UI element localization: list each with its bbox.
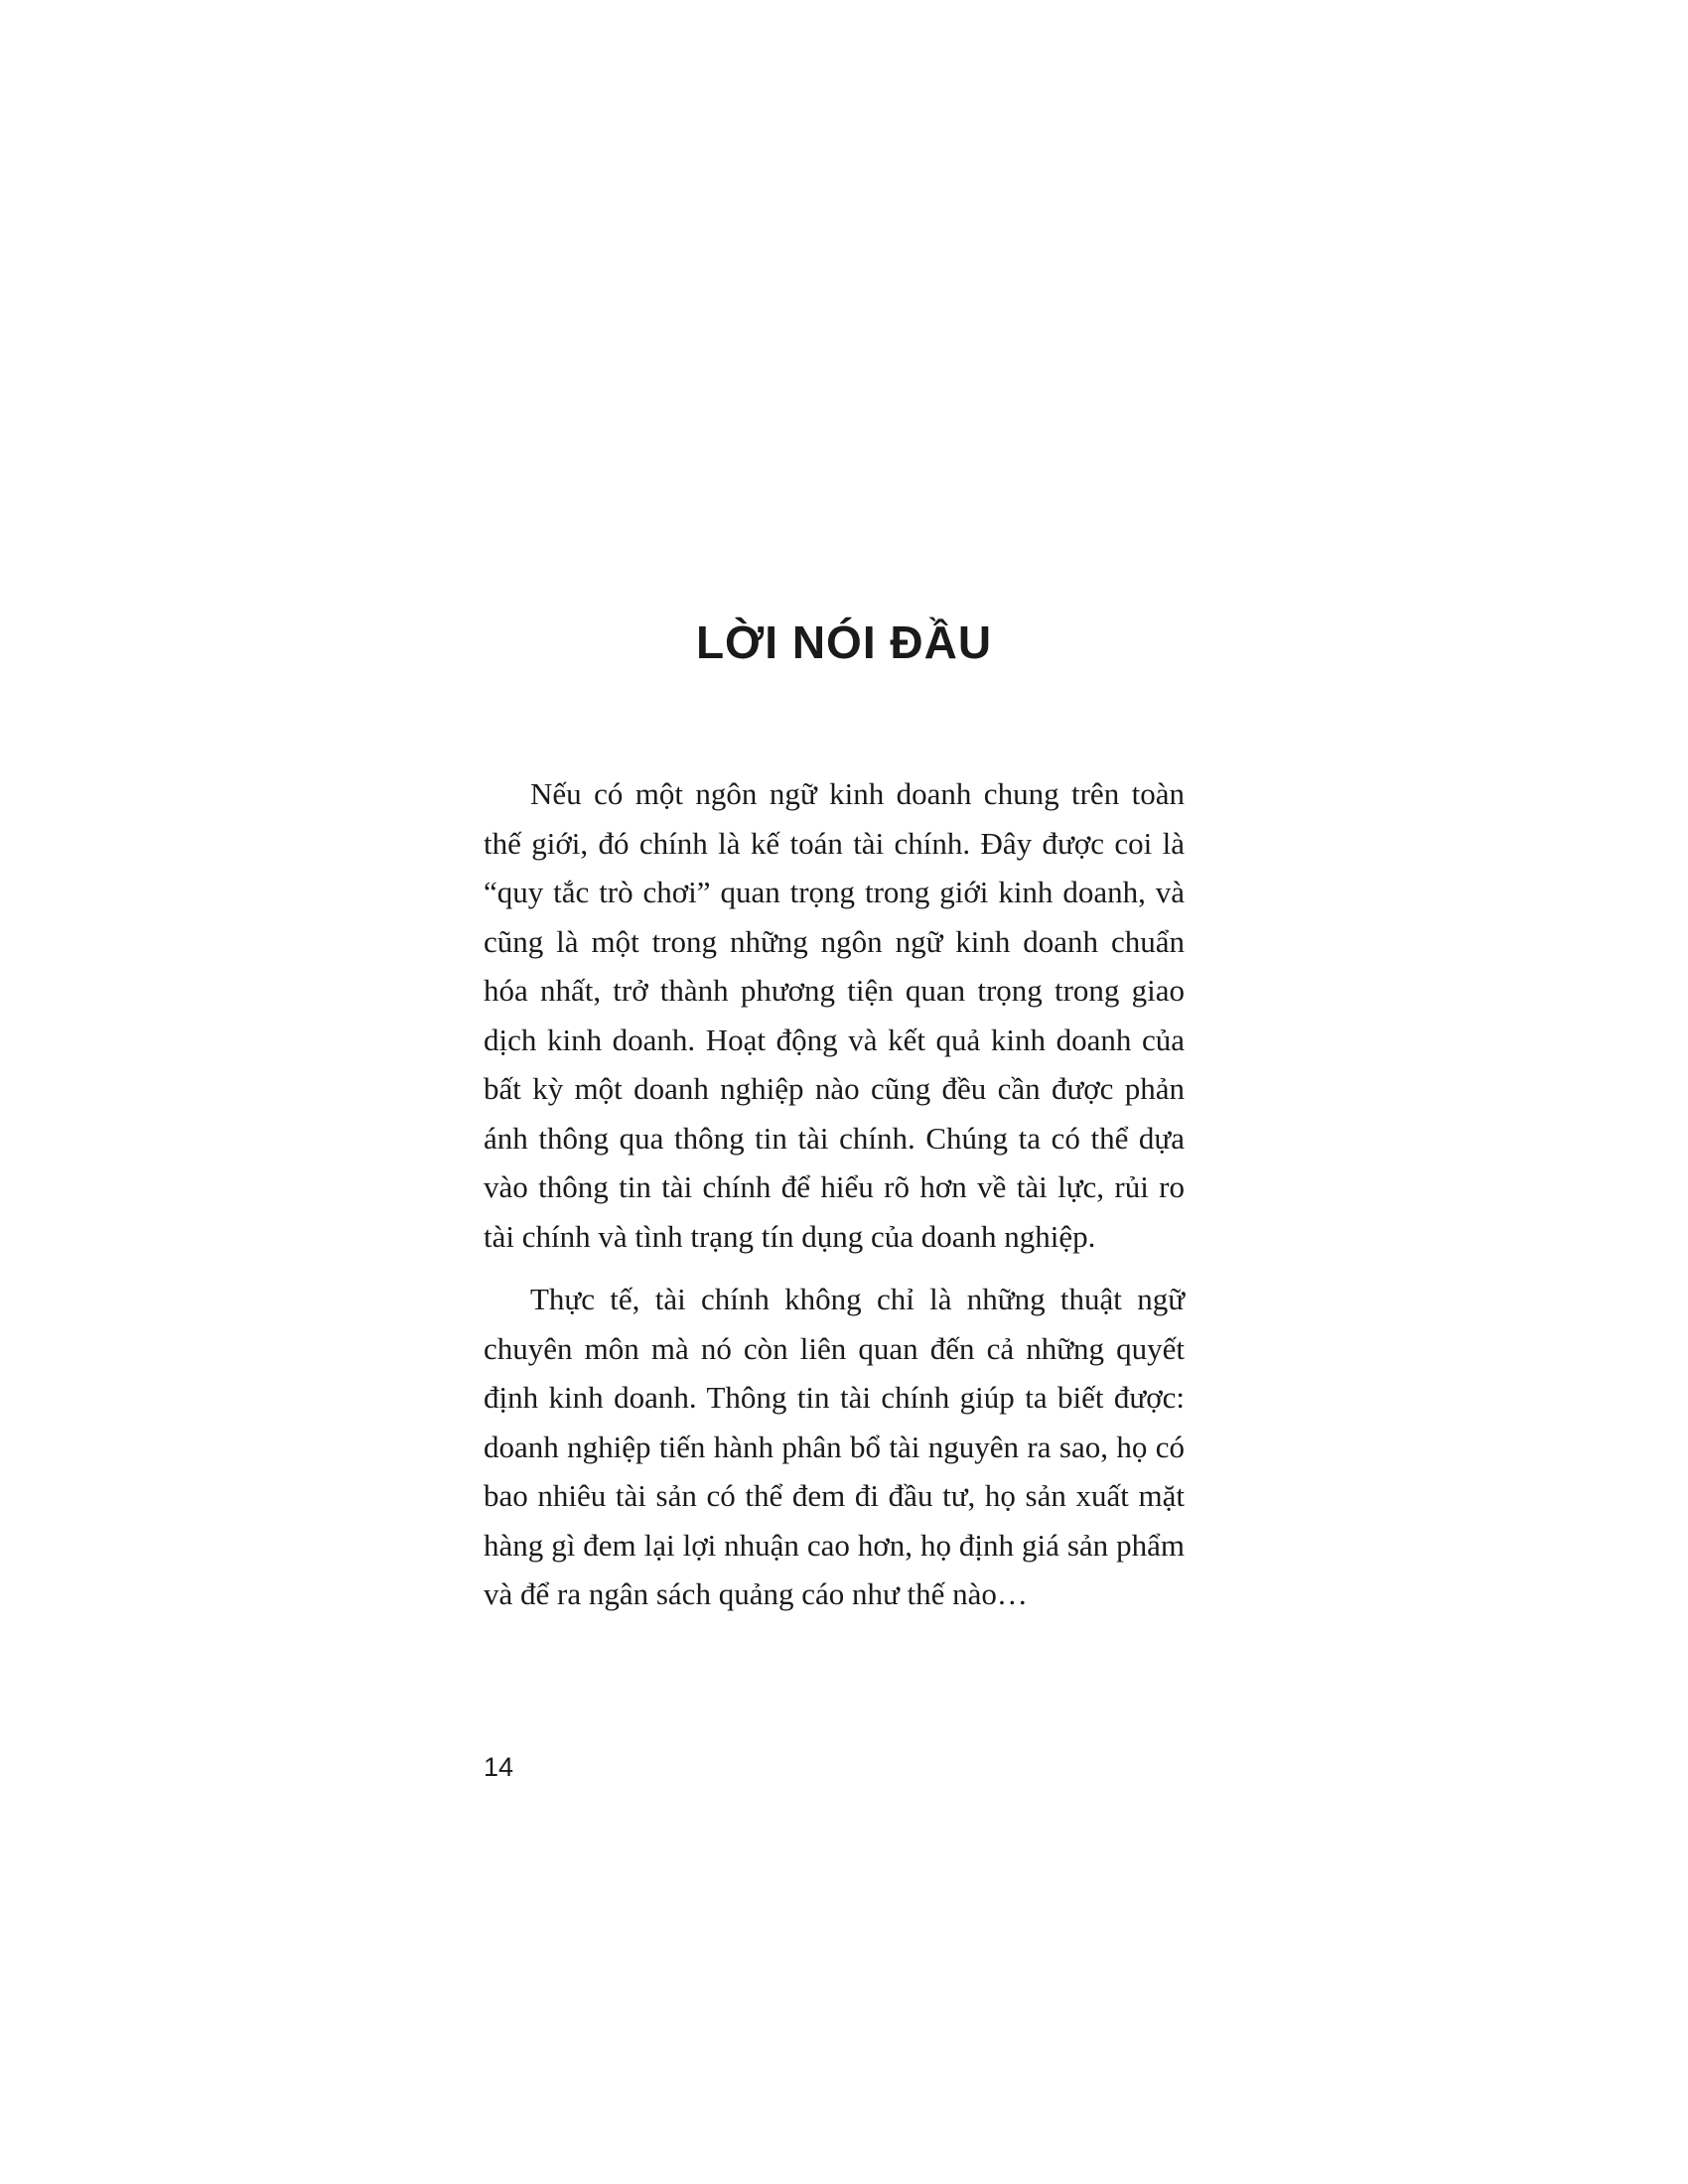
body-text (484, 769, 1185, 1633)
paragraph-1: Nếu có một ngôn ngữ kinh doanh chung trên toàn thế giới, đó chính là kế toán tài chính. Đây được coi là “quy tắc trò chơi” quan trọng trong giới kinh doanh, và cũng là một trong những ngôn ngữ kinh doanh chuẩn hóa nhất, trở thành phương tiện quan trọng trong giao dịch kinh doanh. Hoạt động và kết quả kinh doanh của bất kỳ một doanh nghiệp nào cũng đều cần được phản ánh thông qua thông tin tài chính. Chúng ta có thể dựa vào thông tin tài chính để hiểu rõ hơn về tài lực, rủi ro tài chính và tình trạng tín dụng của doanh nghiệp. (484, 776, 1185, 1254)
page-number: 14 (484, 1752, 514, 1782)
paragraph-2: Thực tế, tài chính không chỉ là những thuật ngữ chuyên môn mà nó còn liên quan đến cả những quyết định kinh doanh. Thông tin tài chính giúp ta biết được: doanh nghiệp tiến hành phân bổ tài nguyên ra sao, họ có bao nhiêu tài sản có thể đem đi đầu tư, họ sản xuất mặt hàng gì đem lại lợi nhuận cao hơn, họ định giá sản phẩm và để ra ngân sách quảng cáo như thế nào… (484, 1282, 1185, 1611)
chapter-title: LỜI NÓI ĐẦU (695, 616, 993, 668)
